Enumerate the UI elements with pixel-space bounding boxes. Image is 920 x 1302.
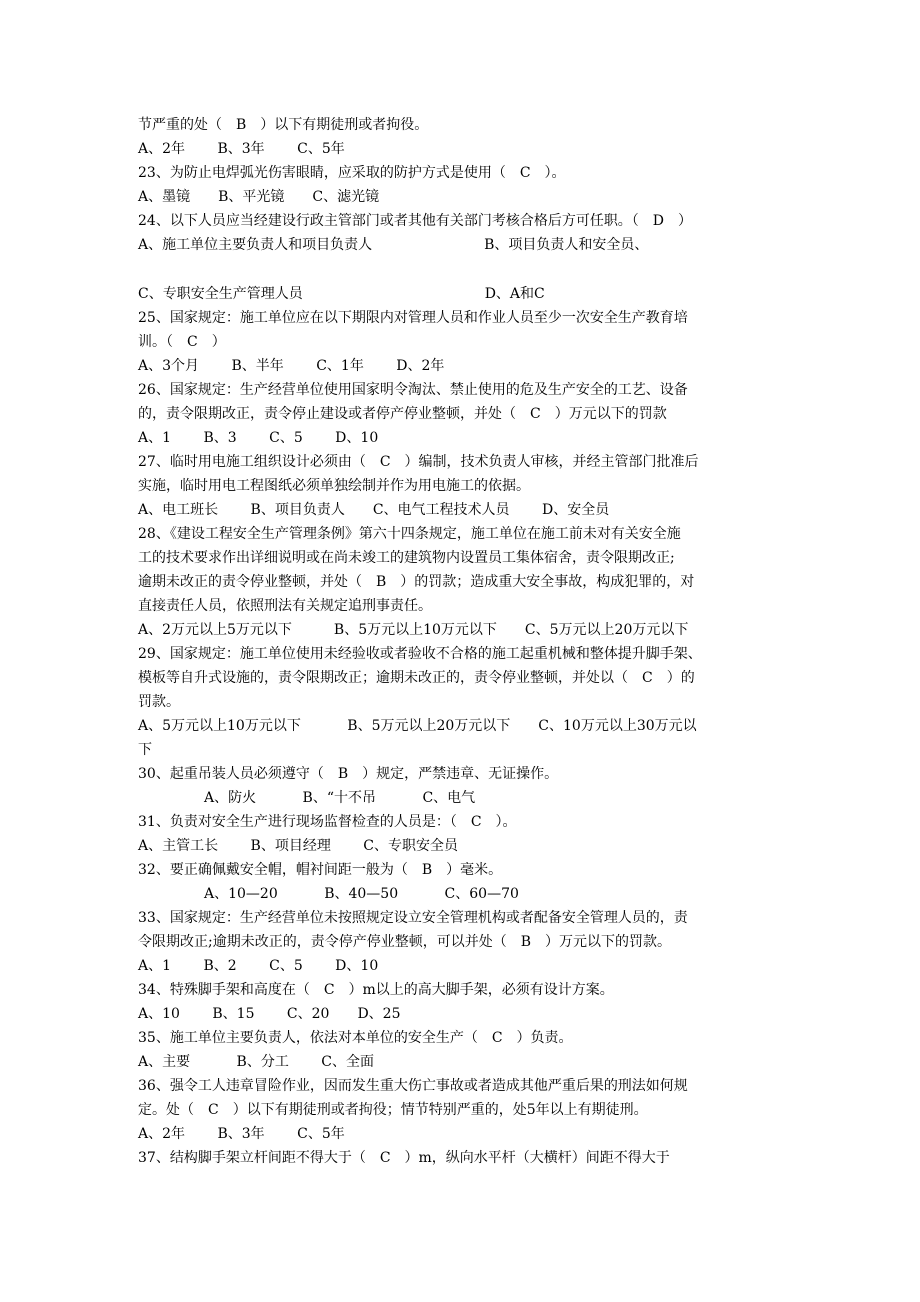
question-30: 30、起重吊装人员必须遵守（ B ）规定，严禁违章、无证操作。 <box>138 766 559 782</box>
question-23: 23、为防止电焊弧光伤害眼睛，应采取的防护方式是使用（ C ）。 <box>138 165 566 181</box>
text-line: A、墨镜 B、平光镜 C、滤光镜 <box>138 189 380 205</box>
question-37: 37、结构脚手架立杆间距不得大于（ C ）m，纵向水平杆（大横杆）间距不得大于 <box>138 1150 670 1166</box>
text-line: 下 <box>138 742 152 758</box>
question-32: 32、要正确佩戴安全帽，帽衬间距一般为（ B ）毫米。 <box>138 862 503 878</box>
text-line: 逾期未改正的责令停业整顿，并处（ B ）的罚款；造成重大安全事故，构成犯罪的，对 <box>138 574 695 590</box>
text-line: A、防火 B、“十不吊 C、电气 <box>204 790 476 806</box>
text-line: 的，责令限期改正，责令停止建设或者停产停业整顿，并处（ C ）万元以下的罚款 <box>138 406 667 422</box>
text-line: 罚款。 <box>138 694 180 710</box>
text-line: 节严重的处（ B ）以下有期徒刑或者拘役。 <box>138 117 429 133</box>
text-line: A、主管工长 B、项目经理 C、专职安全员 <box>138 838 459 854</box>
question-36: 36、强令工人违章冒险作业，因而发生重大伤亡事故或者造成其他严重后果的刑法如何规 <box>138 1078 688 1094</box>
text-line: 令限期改正;逾期未改正的，责令停产停业整顿，可以并处（ B ）万元以下的罚款。 <box>138 934 672 950</box>
text-line: 实施，临时用电工程图纸必须单独绘制并作为用电施工的依据。 <box>138 478 530 494</box>
text-line: A、主要 B、分工 C、全面 <box>138 1054 375 1070</box>
text-line: A、10—20 B、40—50 C、60—70 <box>204 886 519 902</box>
text-line: 训。（ C ） <box>138 334 226 350</box>
text-line: A、2年 B、3年 C、5年 <box>138 1126 345 1142</box>
text-line: A、3个月 B、半年 C、1年 D、2年 <box>138 358 445 374</box>
text-line: 工的技术要求作出详细说明或在尚未竣工的建筑物内设置员工集体宿舍，责令限期改正; <box>138 550 675 566</box>
question-29: 29、国家规定：施工单位使用未经验收或者验收不合格的施工起重机械和整体提升脚手架、 <box>138 646 702 662</box>
question-31: 31、负责对安全生产进行现场监督检查的人员是：（ C ）。 <box>138 814 517 830</box>
question-25: 25、国家规定：施工单位应在以下期限内对管理人员和作业人员至少一次安全生产教育培 <box>138 310 688 326</box>
text-line: A、5万元以上10万元以下 B、5万元以上20万元以下 C、10万元以上30万元以 <box>138 718 697 734</box>
question-28: 28、《建设工程安全生产管理条例》第六十四条规定，施工单位在施工前未对有关安全施 <box>138 526 681 542</box>
text-line: A、10 B、15 C、20 D、25 <box>138 1006 401 1022</box>
text-line: A、1 B、2 C、5 D、10 <box>138 958 379 974</box>
question-27: 27、临时用电施工组织设计必须由（ C ）编制，技术负责人审核，并经主管部门批准后 <box>138 454 699 470</box>
text-line: 定。处（ C ）以下有期徒刑或者拘役；情节特别严重的，处5年以上有期徒刑。 <box>138 1102 648 1118</box>
question-35: 35、施工单位主要负责人，依法对本单位的安全生产（ C ）负责。 <box>138 1030 573 1046</box>
text-line: A、电工班长 B、项目负责人 C、电气工程技术人员 D、安全员 <box>138 502 610 518</box>
question-24: 24、以下人员应当经建设行政主管部门或者其他有关部门考核合格后方可任职。（ D ） <box>138 213 693 229</box>
text-line: 模板等自升式设施的，责令限期改正；逾期未改正的，责令停业整顿，并处以（ C ）的 <box>138 670 695 686</box>
question-34: 34、特殊脚手架和高度在（ C ）m以上的高大脚手架，必须有设计方案。 <box>138 982 614 998</box>
question-26: 26、国家规定：生产经营单位使用国家明令淘汰、禁止使用的危及生产安全的工艺、设备 <box>138 382 688 398</box>
text-line: A、施工单位主要负责人和项目负责人 B、项目负责人和安全员、 <box>138 237 649 253</box>
text-line: 直接责任人员，依照刑法有关规定追刑事责任。 <box>138 598 432 614</box>
text-line: C、专职安全生产管理人员 D、A和C <box>138 286 545 302</box>
text-line: A、1 B、3 C、5 D、10 <box>138 430 379 446</box>
question-33: 33、国家规定：生产经营单位未按照规定设立安全管理机构或者配备安全管理人员的，责 <box>138 910 688 926</box>
text-line: A、2年 B、3年 C、5年 <box>138 141 345 157</box>
text-line: A、2万元以上5万元以下 B、5万元以上10万元以下 C、5万元以上20万元以下 <box>138 622 689 638</box>
